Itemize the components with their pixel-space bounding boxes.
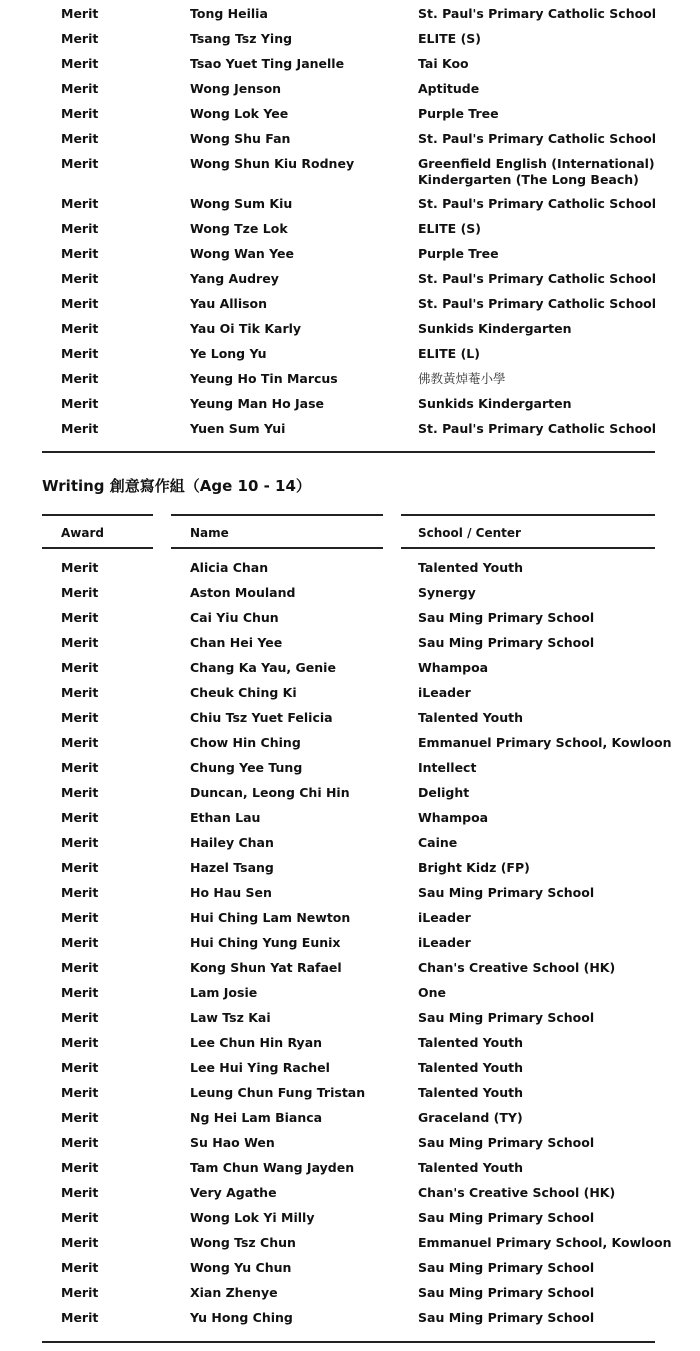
- award-cell: Merit: [61, 610, 99, 625]
- award-cell: Merit: [61, 1285, 99, 1300]
- award-cell: Merit: [61, 346, 99, 361]
- header-top-rule-award: [42, 514, 153, 516]
- award-cell: Merit: [61, 106, 99, 121]
- school-cell: St. Paul's Primary Catholic School: [418, 271, 657, 286]
- award-cell: Merit: [61, 735, 99, 750]
- award-cell: Merit: [61, 660, 99, 675]
- award-cell: Merit: [61, 860, 99, 875]
- school-cell: St. Paul's Primary Catholic School: [418, 421, 657, 436]
- award-cell: Merit: [61, 296, 99, 311]
- section-title: Writing 創意寫作組（Age 10 - 14）: [42, 477, 311, 495]
- column-header-name: Name: [190, 526, 229, 540]
- school-cell: iLeader: [418, 685, 471, 700]
- school-cell: Sau Ming Primary School: [418, 1310, 595, 1325]
- name-cell: Wong Sum Kiu: [190, 196, 293, 211]
- school-cell: Talented Youth: [418, 1085, 524, 1100]
- school-cell: Bright Kidz (FP): [418, 860, 530, 875]
- school-cell: Purple Tree: [418, 246, 499, 261]
- school-cell: ELITE (S): [418, 31, 482, 46]
- award-cell: Merit: [61, 1110, 99, 1125]
- award-cell: Merit: [61, 81, 99, 96]
- school-cell: St. Paul's Primary Catholic School: [418, 6, 657, 21]
- name-cell: Wong Lok Yee: [190, 106, 289, 121]
- award-cell: Merit: [61, 710, 99, 725]
- school-cell: Sunkids Kindergarten: [418, 321, 572, 336]
- header-top-rule-name: [171, 514, 383, 516]
- award-cell: Merit: [61, 835, 99, 850]
- award-cell: Merit: [61, 935, 99, 950]
- name-cell: Wong Yu Chun: [190, 1260, 292, 1275]
- name-cell: Kong Shun Yat Rafael: [190, 960, 342, 975]
- school-cell: Whampoa: [418, 810, 489, 825]
- award-cell: Merit: [61, 685, 99, 700]
- school-cell: Sau Ming Primary School: [418, 885, 595, 900]
- school-cell: Talented Youth: [418, 1060, 524, 1075]
- award-cell: Merit: [61, 1035, 99, 1050]
- name-cell: Alicia Chan: [190, 560, 269, 575]
- name-cell: Very Agathe: [190, 1185, 277, 1200]
- name-cell: Chow Hin Ching: [190, 735, 301, 750]
- award-cell: Merit: [61, 6, 99, 21]
- name-cell: Wong Shu Fan: [190, 131, 291, 146]
- school-cell: Emmanuel Primary School, Kowloon: [418, 1235, 672, 1250]
- name-cell: Wong Wan Yee: [190, 246, 295, 261]
- award-cell: Merit: [61, 1185, 99, 1200]
- name-cell: Lee Hui Ying Rachel: [190, 1060, 330, 1075]
- award-cell: Merit: [61, 1210, 99, 1225]
- school-cell: Synergy: [418, 585, 476, 600]
- school-cell: iLeader: [418, 935, 471, 950]
- school-cell: Talented Youth: [418, 560, 524, 575]
- name-cell: Tsang Tsz Ying: [190, 31, 293, 46]
- school-cell: Intellect: [418, 760, 477, 775]
- award-cell: Merit: [61, 985, 99, 1000]
- school-cell: One: [418, 985, 447, 1000]
- award-cell: Merit: [61, 785, 99, 800]
- award-cell: Merit: [61, 585, 99, 600]
- school-cell: iLeader: [418, 910, 471, 925]
- award-cell: Merit: [61, 421, 99, 436]
- name-cell: Leung Chun Fung Tristan: [190, 1085, 366, 1100]
- name-cell: Yuen Sum Yui: [190, 421, 286, 436]
- award-cell: Merit: [61, 246, 99, 261]
- school-cell: Graceland (TY): [418, 1110, 523, 1125]
- name-cell: Ethan Lau: [190, 810, 261, 825]
- name-cell: Law Tsz Kai: [190, 1010, 271, 1025]
- name-cell: Cai Yiu Chun: [190, 610, 279, 625]
- header-bottom-rule-school: [401, 547, 655, 549]
- name-cell: Hui Ching Yung Eunix: [190, 935, 341, 950]
- award-cell: Merit: [61, 321, 99, 336]
- award-cell: Merit: [61, 1260, 99, 1275]
- name-cell: Wong Lok Yi Milly: [190, 1210, 315, 1225]
- school-cell: Whampoa: [418, 660, 489, 675]
- name-cell: Wong Tze Lok: [190, 221, 288, 236]
- award-cell: Merit: [61, 760, 99, 775]
- name-cell: Chiu Tsz Yuet Felicia: [190, 710, 333, 725]
- award-cell: Merit: [61, 1085, 99, 1100]
- award-cell: Merit: [61, 910, 99, 925]
- award-cell: Merit: [61, 371, 99, 386]
- school-cell: Sau Ming Primary School: [418, 635, 595, 650]
- school-cell: Aptitude: [418, 81, 480, 96]
- name-cell: Hailey Chan: [190, 835, 274, 850]
- name-cell: Yeung Man Ho Jase: [190, 396, 325, 411]
- name-cell: Wong Shun Kiu Rodney: [190, 156, 355, 171]
- name-cell: Yang Audrey: [190, 271, 279, 286]
- name-cell: Tong Heilia: [190, 6, 268, 21]
- award-cell: Merit: [61, 1310, 99, 1325]
- school-cell: Chan's Creative School (HK): [418, 960, 616, 975]
- school-cell: ELITE (S): [418, 221, 482, 236]
- school-cell: St. Paul's Primary Catholic School: [418, 196, 657, 211]
- section-divider: [42, 451, 655, 453]
- name-cell: Lee Chun Hin Ryan: [190, 1035, 323, 1050]
- name-cell: Tsao Yuet Ting Janelle: [190, 56, 345, 71]
- name-cell: Hui Ching Lam Newton: [190, 910, 351, 925]
- award-cell: Merit: [61, 1160, 99, 1175]
- name-cell: Su Hao Wen: [190, 1135, 275, 1150]
- name-cell: Ye Long Yu: [190, 346, 267, 361]
- school-cell: St. Paul's Primary Catholic School: [418, 131, 657, 146]
- award-cell: Merit: [61, 1135, 99, 1150]
- school-cell: Sau Ming Primary School: [418, 1210, 595, 1225]
- school-cell: Chan's Creative School (HK): [418, 1185, 616, 1200]
- school-cell: Emmanuel Primary School, Kowloon: [418, 735, 672, 750]
- header-bottom-rule-name: [171, 547, 383, 549]
- award-cell: Merit: [61, 810, 99, 825]
- award-cell: Merit: [61, 156, 99, 171]
- header-bottom-rule-award: [42, 547, 153, 549]
- award-cell: Merit: [61, 960, 99, 975]
- school-cell: Sau Ming Primary School: [418, 1285, 595, 1300]
- award-cell: Merit: [61, 560, 99, 575]
- school-cell: Purple Tree: [418, 106, 499, 121]
- school-cell: Sau Ming Primary School: [418, 610, 595, 625]
- school-cell: Talented Youth: [418, 710, 524, 725]
- school-cell: Sau Ming Primary School: [418, 1260, 595, 1275]
- name-cell: Ng Hei Lam Bianca: [190, 1110, 323, 1125]
- name-cell: Xian Zhenye: [190, 1285, 278, 1300]
- table-bottom-rule: [42, 1341, 655, 1343]
- name-cell: Chung Yee Tung: [190, 760, 303, 775]
- name-cell: Hazel Tsang: [190, 860, 274, 875]
- award-cell: Merit: [61, 131, 99, 146]
- school-cell: St. Paul's Primary Catholic School: [418, 296, 657, 311]
- name-cell: Cheuk Ching Ki: [190, 685, 297, 700]
- school-cell: Talented Youth: [418, 1160, 524, 1175]
- award-cell: Merit: [61, 31, 99, 46]
- school-cell: Greenfield English (International) Kindergarten (The Long Beach): [418, 156, 655, 187]
- school-cell: Sau Ming Primary School: [418, 1010, 595, 1025]
- award-cell: Merit: [61, 1235, 99, 1250]
- column-header-school: School / Center: [418, 526, 521, 540]
- award-cell: Merit: [61, 56, 99, 71]
- column-header-award: Award: [61, 526, 104, 540]
- header-top-rule-school: [401, 514, 655, 516]
- name-cell: Chang Ka Yau, Genie: [190, 660, 336, 675]
- name-cell: Duncan, Leong Chi Hin: [190, 785, 350, 800]
- award-cell: Merit: [61, 396, 99, 411]
- name-cell: Chan Hei Yee: [190, 635, 283, 650]
- school-cell: Talented Youth: [418, 1035, 524, 1050]
- award-cell: Merit: [61, 271, 99, 286]
- school-cell: 佛教黃焯菴小學: [418, 371, 506, 386]
- school-cell: Sunkids Kindergarten: [418, 396, 572, 411]
- school-cell: Tai Koo: [418, 56, 469, 71]
- award-cell: Merit: [61, 1010, 99, 1025]
- award-cell: Merit: [61, 196, 99, 211]
- school-cell: Sau Ming Primary School: [418, 1135, 595, 1150]
- award-cell: Merit: [61, 635, 99, 650]
- name-cell: Wong Tsz Chun: [190, 1235, 296, 1250]
- name-cell: Ho Hau Sen: [190, 885, 272, 900]
- school-cell: Delight: [418, 785, 470, 800]
- name-cell: Yau Oi Tik Karly: [190, 321, 302, 336]
- name-cell: Yu Hong Ching: [190, 1310, 293, 1325]
- award-cell: Merit: [61, 885, 99, 900]
- name-cell: Wong Jenson: [190, 81, 282, 96]
- school-cell: ELITE (L): [418, 346, 480, 361]
- name-cell: Aston Mouland: [190, 585, 296, 600]
- name-cell: Tam Chun Wang Jayden: [190, 1160, 355, 1175]
- award-cell: Merit: [61, 221, 99, 236]
- school-cell: Caine: [418, 835, 458, 850]
- name-cell: Yau Allison: [190, 296, 268, 311]
- name-cell: Yeung Ho Tin Marcus: [190, 371, 338, 386]
- name-cell: Lam Josie: [190, 985, 258, 1000]
- award-cell: Merit: [61, 1060, 99, 1075]
